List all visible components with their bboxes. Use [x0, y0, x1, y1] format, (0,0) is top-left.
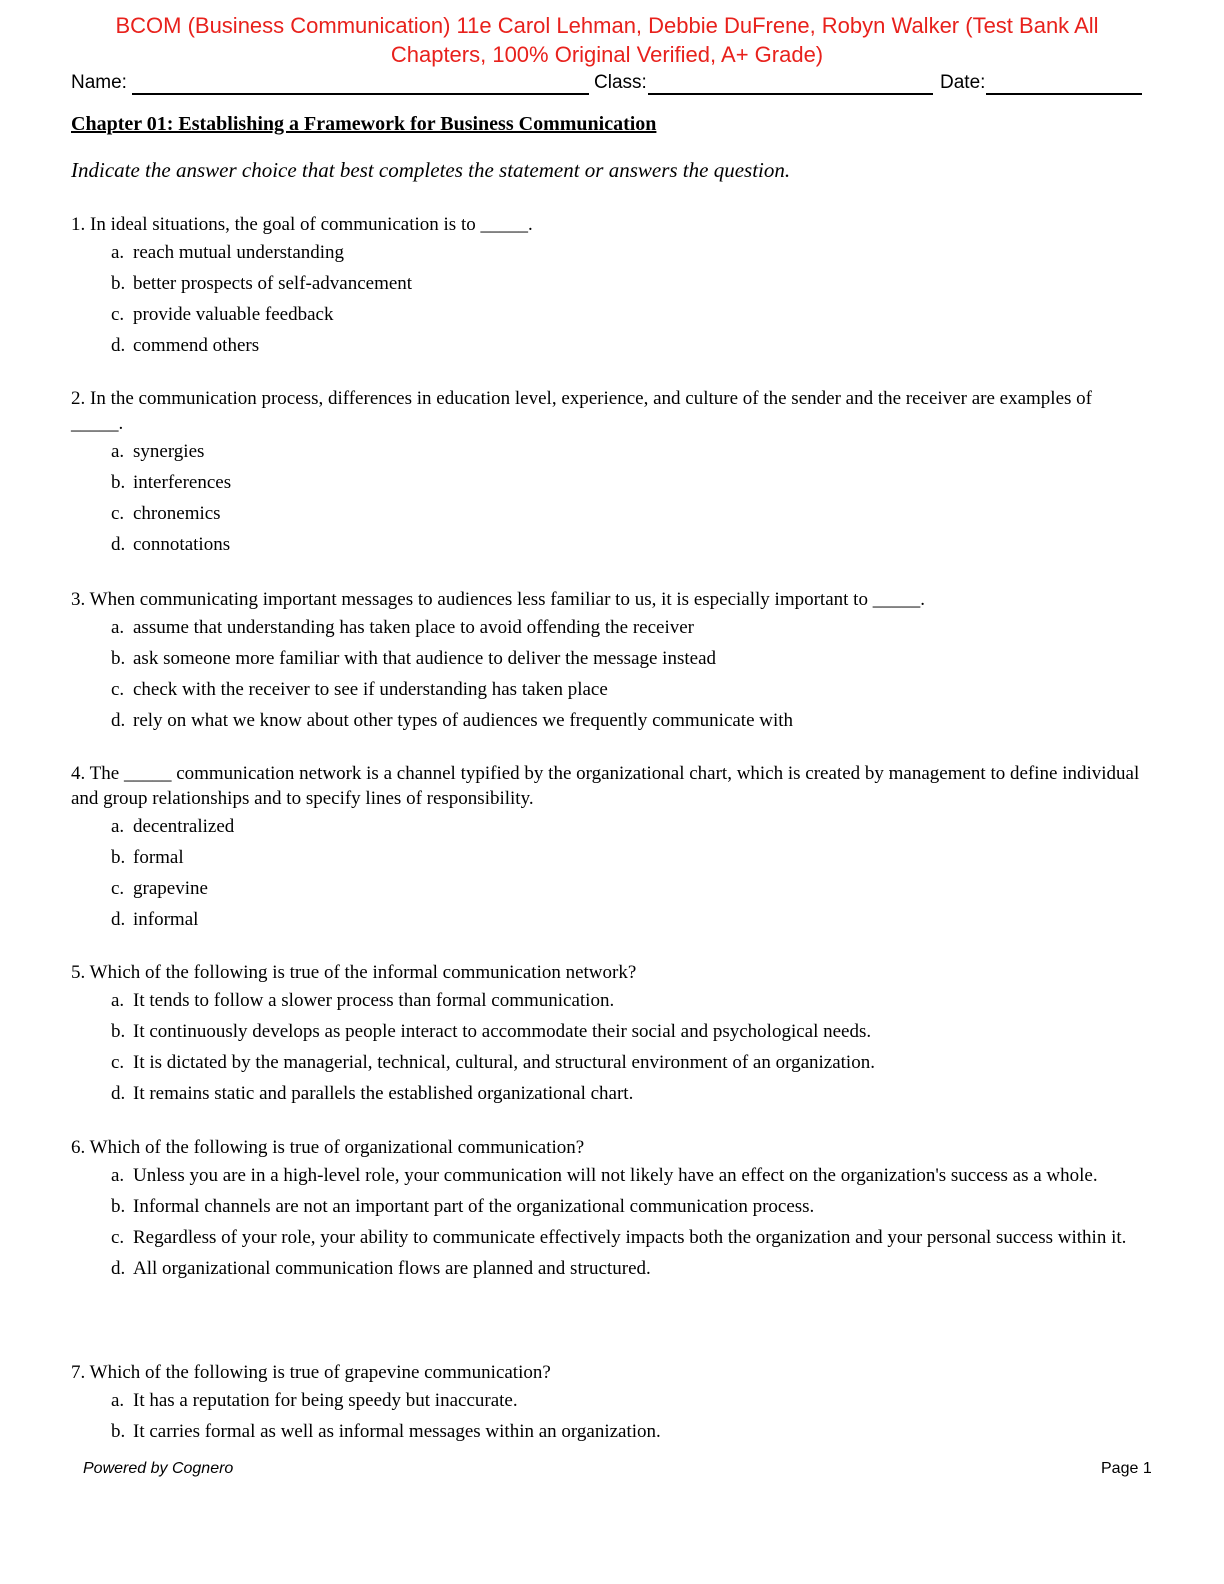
choice-letter: c.	[111, 1052, 125, 1073]
answer-choice-b[interactable]	[71, 1194, 1141, 1219]
answer-choice-a[interactable]	[71, 240, 1141, 265]
choice-text: It carries formal as well as informal messages within an organization.	[133, 1421, 661, 1442]
answer-choice-c[interactable]	[71, 501, 1141, 526]
choice-text: synergies	[133, 441, 205, 462]
choice-letter: a.	[111, 441, 125, 462]
answer-choice-a[interactable]	[71, 988, 1141, 1013]
answer-choice-b[interactable]	[71, 646, 1141, 671]
header-title-line-1: BCOM (Business Communication) 11e Carol Lehman, Debbie DuFrene, Robyn Walker (Test Bank All	[115, 13, 1099, 38]
choice-text: It is dictated by the managerial, technical, cultural, and structural environment of an organization.	[133, 1052, 875, 1073]
question-7	[71, 1360, 1141, 1444]
choice-letter: d.	[111, 1258, 126, 1279]
choice-letter: b.	[111, 1021, 126, 1042]
choice-letter: d.	[111, 710, 126, 731]
choice-text: provide valuable feedback	[133, 304, 334, 325]
choice-letter: b.	[111, 847, 126, 868]
choice-letter: a.	[111, 617, 125, 638]
class-label: Class:	[594, 72, 647, 93]
answer-choice-d[interactable]	[71, 1256, 1141, 1281]
choice-text: It remains static and parallels the established organizational chart.	[133, 1083, 634, 1104]
student-info-fields	[71, 72, 1142, 96]
choice-text: informal	[133, 909, 199, 930]
choice-letter: a.	[111, 1390, 125, 1411]
powered-by-footer: Powered by Cognero	[83, 1460, 234, 1477]
name-field-line[interactable]	[132, 93, 589, 95]
choice-letter: b.	[111, 472, 126, 493]
answer-choice-c[interactable]	[71, 1225, 1141, 1250]
choice-text: commend others	[133, 335, 260, 356]
choice-text: interferences	[133, 472, 232, 493]
choice-text: formal	[133, 847, 184, 868]
choice-letter: c.	[111, 878, 125, 899]
choice-text: rely on what we know about other types of audiences we frequently communicate with	[133, 710, 794, 731]
question-5	[71, 960, 1141, 1106]
choice-text: It tends to follow a slower process than formal communication.	[133, 990, 615, 1011]
choice-letter: d.	[111, 335, 126, 356]
question-stem: 5. Which of the following is true of the informal communication network?	[71, 962, 637, 983]
choice-text: Regardless of your role, your ability to communicate effectively impacts both the organization and your personal success within it.	[133, 1227, 1127, 1248]
date-label: Date:	[940, 72, 986, 93]
answer-choice-d[interactable]	[71, 532, 1141, 557]
choice-letter: d.	[111, 534, 126, 555]
answer-choice-b[interactable]	[71, 845, 1141, 870]
instructions: Indicate the answer choice that best completes the statement or answers the question.	[71, 158, 791, 182]
choice-text: grapevine	[133, 878, 208, 899]
header-title-line-2: Chapters, 100% Original Verified, A+ Grade)	[390, 42, 824, 67]
choice-text: better prospects of self-advancement	[133, 273, 413, 294]
choice-text: connotations	[133, 534, 231, 555]
question-2	[71, 386, 1141, 557]
choice-letter: a.	[111, 242, 125, 263]
answer-choice-b[interactable]	[71, 271, 1141, 296]
answer-choice-a[interactable]	[71, 439, 1141, 464]
choice-letter: d.	[111, 1083, 126, 1104]
choice-text: check with the receiver to see if understanding has taken place	[133, 679, 608, 700]
answer-choice-c[interactable]	[71, 677, 1141, 702]
choice-text: All organizational communication flows are planned and structured.	[133, 1258, 651, 1279]
choice-letter: c.	[111, 503, 125, 524]
question-3	[71, 587, 1141, 733]
choice-text: It continuously develops as people interact to accommodate their social and psychological needs.	[133, 1021, 872, 1042]
answer-choice-b[interactable]	[71, 1419, 1141, 1444]
choice-letter: a.	[111, 990, 125, 1011]
answer-choice-c[interactable]	[71, 302, 1141, 327]
answer-choice-d[interactable]	[71, 907, 1141, 932]
choice-text: reach mutual understanding	[133, 242, 345, 263]
question-stem: 3. When communicating important messages to audiences less familiar to us, it is especially important to _____.	[71, 589, 925, 610]
answer-choice-a[interactable]	[71, 1163, 1141, 1188]
choice-text: chronemics	[133, 503, 221, 524]
choice-letter: c.	[111, 1227, 125, 1248]
choice-text: decentralized	[133, 816, 235, 837]
question-stem: 6. Which of the following is true of organizational communication?	[71, 1137, 585, 1158]
choice-text: Unless you are in a high-level role, your communication will not likely have an effect on the organization's success as a whole.	[133, 1165, 1098, 1186]
choice-letter: a.	[111, 816, 125, 837]
answer-choice-c[interactable]	[71, 876, 1141, 901]
answer-choice-c[interactable]	[71, 1050, 1141, 1075]
answer-choice-b[interactable]	[71, 1019, 1141, 1044]
choice-letter: a.	[111, 1165, 125, 1186]
choice-text: assume that understanding has taken place to avoid offending the receiver	[133, 617, 695, 638]
chapter-title: Chapter 01: Establishing a Framework for Business Communication	[71, 113, 657, 135]
choice-text: ask someone more familiar with that audience to deliver the message instead	[133, 648, 716, 669]
choice-letter: c.	[111, 304, 125, 325]
class-field-line[interactable]	[648, 93, 933, 95]
date-field-line[interactable]	[986, 93, 1142, 95]
question-stem: 7. Which of the following is true of grapevine communication?	[71, 1362, 551, 1383]
choice-letter: d.	[111, 909, 126, 930]
answer-choice-b[interactable]	[71, 470, 1141, 495]
page-number: Page 1	[1101, 1460, 1152, 1477]
choice-text: Informal channels are not an important part of the organizational communication process.	[133, 1196, 815, 1217]
name-label: Name:	[71, 72, 127, 93]
question-6	[71, 1135, 1141, 1281]
answer-choice-d[interactable]	[71, 333, 1141, 358]
question-4	[71, 761, 1141, 932]
question-stem: 1. In ideal situations, the goal of communication is to _____.	[71, 214, 533, 235]
document-header-title	[60, 11, 1154, 69]
choice-letter: b.	[111, 648, 126, 669]
choice-letter: b.	[111, 273, 126, 294]
choice-letter: b.	[111, 1421, 126, 1442]
choice-text: It has a reputation for being speedy but inaccurate.	[133, 1390, 518, 1411]
answer-choice-a[interactable]	[71, 615, 1141, 640]
answer-choice-d[interactable]	[71, 1081, 1141, 1106]
question-1	[71, 212, 1141, 358]
question-stem: 2. In the communication process, differences in education level, experience, and culture of the sender and the receiver are examples of _____.	[71, 388, 1092, 434]
choice-letter: b.	[111, 1196, 126, 1217]
answer-choice-a[interactable]	[71, 1388, 1141, 1413]
choice-letter: c.	[111, 679, 125, 700]
question-stem: 4. The _____ communication network is a channel typified by the organizational chart, which is created by management to define individual and group relationships and to specify lines of responsibility.	[71, 763, 1140, 809]
answer-choice-a[interactable]	[71, 814, 1141, 839]
answer-choice-d[interactable]	[71, 708, 1141, 733]
